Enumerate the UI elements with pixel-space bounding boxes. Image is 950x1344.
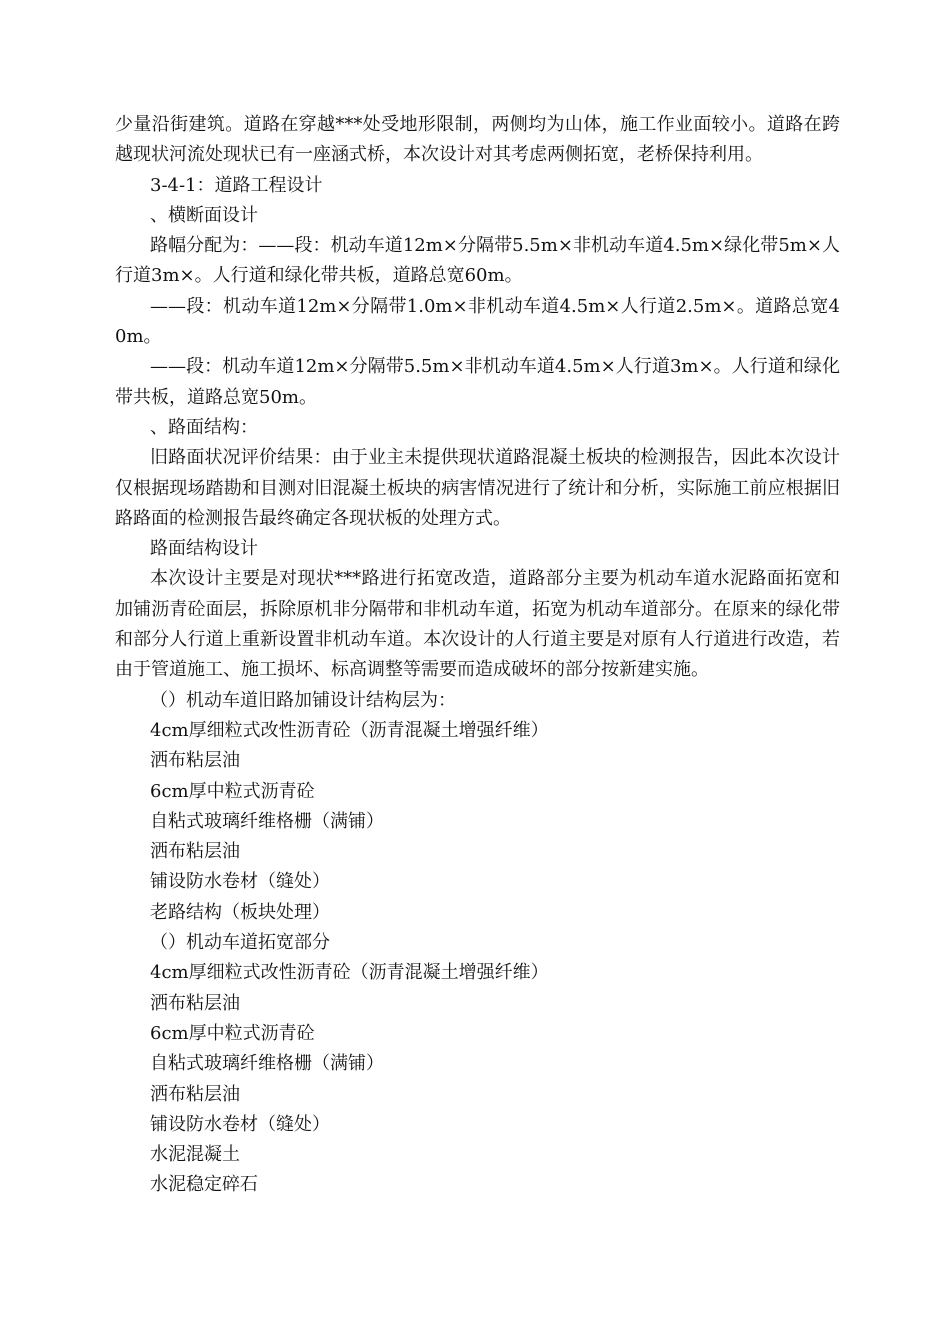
subheading-pavement-structure: 、路面结构： xyxy=(150,416,258,438)
paragraph-lane-allocation-2: ——段：机动车道12m×分隔带1.0m×非机动车道4.5m×人行道2.5m×。道路总宽40m。 xyxy=(115,295,840,348)
list-item: 4cm厚细粒式改性沥青砼（沥青混凝土增强纤维） xyxy=(150,719,549,741)
paragraph-design-description: 本次设计主要是对现状***路进行拓宽改造，道路部分主要为机动车道水泥路面拓宽和加铺沥青砼面层，拆除原机非分隔带和非机动车道，拓宽为机动车道部分。在原来的绿化带和部分人行道上重新设置非机动车道。本次设计的人行道主要是对原有人行道进行改造，若由于管道施工、施工损坏、标高调整等需要而造成破坏的部分按新建实施。 xyxy=(115,568,840,681)
list-item: 洒布粘层油 xyxy=(150,992,240,1014)
subheading-cross-section: 、横断面设计 xyxy=(150,204,258,226)
document-page xyxy=(115,110,840,1201)
paragraph-lane-allocation-1: 路幅分配为：——段：机动车道12m×分隔带5.5m×非机动车道4.5m×绿化带5m×人行道3m×。人行道和绿化带共板，道路总宽60m。 xyxy=(115,235,840,287)
list-item: 自粘式玻璃纤维格栅（满铺） xyxy=(150,1053,384,1075)
paragraph-lane-allocation-3: ——段：机动车道12m×分隔带5.5m×非机动车道4.5m×人行道3m×。人行道和绿化带共板，道路总宽50m。 xyxy=(115,356,840,408)
list-item: 4cm厚细粒式改性沥青砼（沥青混凝土增强纤维） xyxy=(150,962,549,984)
paragraph-old-pavement-evaluation: 旧路面状况评价结果：由于业主未提供现状道路混凝土板块的检测报告，因此本次设计仅根据现场踏勘和目测对旧混凝土板块的病害情况进行了统计和分析，实际施工前应根据旧路路面的检测报告最终确定各现状板的处理方式。 xyxy=(115,447,840,529)
list-item: 洒布粘层油 xyxy=(150,1083,240,1105)
list-item: 洒布粘层油 xyxy=(150,750,240,772)
list-item: 水泥混凝土 xyxy=(150,1144,240,1166)
section-heading-road-design: 3-4-1：道路工程设计 xyxy=(150,174,323,196)
list-item: 洒布粘层油 xyxy=(150,841,240,863)
list-item: 铺设防水卷材（缝处） xyxy=(150,1113,330,1135)
list-item: （）机动车道拓宽部分 xyxy=(150,932,330,954)
paragraph-intro: 少量沿街建筑。道路在穿越***处受地形限制，两侧均为山体，施工作业面较小。道路在跨越现状河流处现状已有一座涵式桥，本次设计对其考虑两侧拓宽，老桥保持利用。 xyxy=(115,114,840,166)
list-item: 6cm厚中粒式沥青砼 xyxy=(150,780,315,802)
list-item: 水泥稳定碎石 xyxy=(150,1174,258,1196)
list-item: 6cm厚中粒式沥青砼 xyxy=(150,1022,315,1044)
list-item: 铺设防水卷材（缝处） xyxy=(150,871,330,893)
list-item: 老路结构（板块处理） xyxy=(150,901,330,923)
subheading-pavement-design: 路面结构设计 xyxy=(150,538,258,560)
list-item: 自粘式玻璃纤维格栅（满铺） xyxy=(150,810,384,832)
list-item: （）机动车道旧路加铺设计结构层为： xyxy=(150,689,456,711)
